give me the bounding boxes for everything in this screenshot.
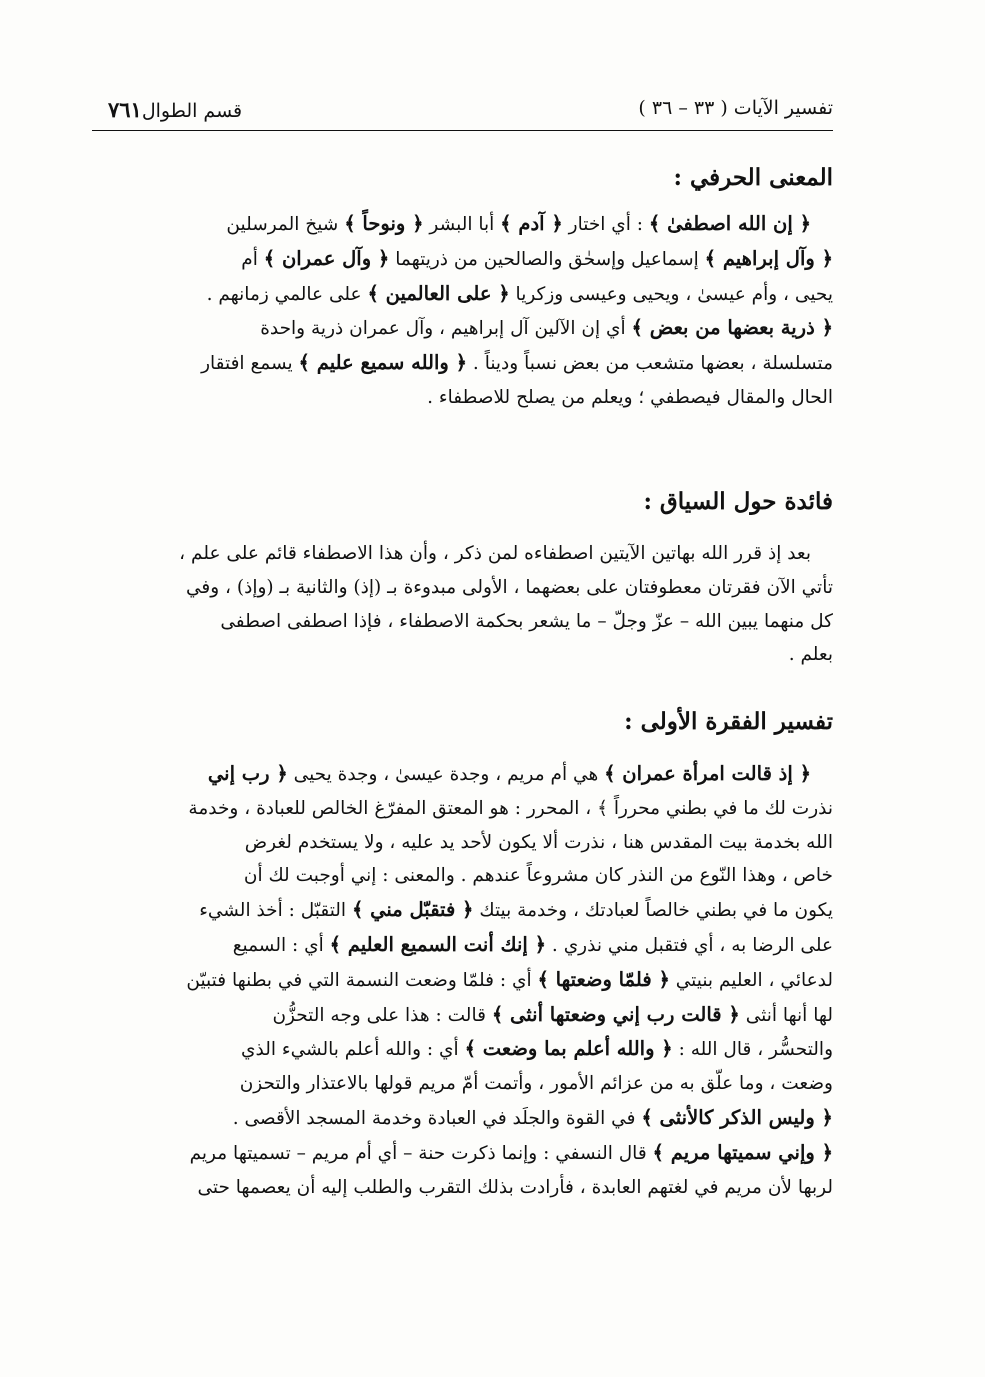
section-body-literal-meaning (92, 207, 833, 415)
text-line: ﴿ ذرية بعضها من بعض ﴾ أي إن الآلين آل إبراهيم ، وآل عمران ذرية واحدة (260, 316, 833, 340)
text-line: بعد إذ قرر الله بهاتين الآيتين اصطفاءه لمن ذكر ، وأن هذا الاصطفاء قائم على علم ، (179, 543, 811, 564)
running-header (92, 97, 833, 133)
header-rule (92, 130, 833, 131)
text-line: كل منهما يبين الله – عزّ وجلّ – ما يشعر بحكمة الاصطفاء ، فإذا اصطفى اصطفى (220, 610, 833, 632)
quran-quote: ﴿ آدم ﴾ (500, 212, 563, 235)
quran-quote: ﴿ على العالمين ﴾ (367, 281, 510, 305)
section-body-first-passage (92, 757, 833, 1204)
text-line: ﴿ وليس الذكر كالأنثى ﴾ في القوة والجلَد في العبادة وخدمة المسجد الأقصى . (232, 1105, 833, 1129)
header-section: قسم الطوال (141, 100, 243, 122)
section-heading-context-note: فائدة حول السياق : (643, 488, 833, 515)
quran-quote: ﴿ والله أعلم بما وضعت ﴾ (464, 1037, 673, 1061)
header-section-and-page (92, 97, 242, 122)
text-line: الحال والمقال فيصطفي ؛ ويعلم من يصلح للاصطفاء . (427, 386, 833, 408)
text-line: ﴿ وآل إبراهيم ﴾ إسماعيل وإسحٰق والصالحين من ذريتهما ﴿ وآل عمران ﴾ أم (241, 246, 833, 270)
text-line: نذرت لك ما في بطني محرراً ﴾ ، المحرر : هو المعتق المفرّغ الخالص للعبادة ، وخدمة (188, 797, 833, 819)
header-title: تفسير الآيات ( ٣٣ – ٣٦ ) (638, 97, 833, 119)
text-line: ﴿ وإني سميتها مريم ﴾ قال النسفي : وإنما ذكرت حنة – أي أم مريم – تسميتها مريم (189, 1140, 833, 1164)
quran-quote: ﴿ فتقبّل مني ﴾ (351, 898, 474, 922)
text-line: الله بخدمة بيت المقدس هنا ، نذرت ألا يكون لأحد يد عليه ، ولا يستخدم لغرض (244, 831, 833, 853)
text-line: ﴿ إن الله اصطفىٰ ﴾ : أي اختار ﴿ آدم ﴾ أبا البشر ﴿ ونوحاً ﴾ شيخ المرسلين (226, 212, 811, 235)
quran-quote: ﴿ رب إني (207, 762, 288, 785)
page-number: ٧٦١ (108, 97, 142, 122)
text-line: على الرضا به ، أي فتقبل مني نذري . ﴿ إنك أنت السميع العليم ﴾ أي : السميع (232, 932, 833, 956)
text-line: تأتي الآن فقرتان معطوفتان على بعضهما ، الأولى مبدوءة بـ (إذ) والثانية بـ (وإذ) ، وفي (185, 576, 833, 598)
section-heading-literal-meaning: المعنى الحرفي : (673, 164, 833, 191)
quran-quote: ﴿ قالت رب إني وضعتها أنثى ﴾ (491, 1002, 740, 1026)
quran-quote: ﴿ ونوحاً ﴾ (344, 212, 424, 235)
quran-quote: ﴿ وإني سميتها مريم ﴾ (652, 1140, 833, 1164)
text-line: بعلم . (788, 644, 833, 666)
text-line: يكون ما في بطني خالصاً لعبادتك ، وخدمة بيتك ﴿ فتقبّل مني ﴾ التقبّل : أخذ الشيء (199, 898, 833, 922)
quran-quote: ﴿ إذ قالت امرأة عمران ﴾ (604, 762, 811, 785)
quran-quote: ﴿ فلمّا وضعتها ﴾ (537, 967, 670, 991)
quran-quote: ﴿ ذرية بعضها من بعض ﴾ (631, 316, 833, 340)
quran-quote: ﴿ وآل إبراهيم ﴾ (704, 246, 833, 270)
text-line: لها أنها أنثى ﴿ قالت رب إني وضعتها أنثى ﴾ قالت : هذا على وجه التحزُّن (272, 1002, 833, 1026)
text-line: متسلسلة ، بعضها متشعب من بعض نسباً وديناً . ﴿ والله سميع عليم ﴾ يسمع افتقار (201, 351, 833, 375)
section-body-context-note (92, 537, 833, 672)
text-line: وضعت ، وما علّق به من عزائم الأمور ، وأتمت أمّ مريم قولها بالاعتذار والتحزن (239, 1073, 833, 1095)
text-line: والتحسُّر ، قال الله : ﴿ والله أعلم بما وضعت ﴾ أي : والله أعلم بالشيء الذي (241, 1037, 833, 1061)
text-line: خاص ، وهذا النّوع من النذر كان مشروعاً عندهم . والمعنى : إني أوجبت لك أن (243, 865, 833, 887)
text-line: ﴿ إذ قالت امرأة عمران ﴾ هي أم مريم ، وجدة عيسىٰ ، وجدة يحيى ﴿ رب إني (207, 762, 811, 785)
quran-quote: ﴿ إنك أنت السميع العليم ﴾ (329, 932, 547, 956)
section-heading-first-passage: تفسير الفقرة الأولى : (624, 708, 833, 735)
text-line: لدعائي ، العليم بنيتي ﴿ فلمّا وضعتها ﴾ أي : فلمّا وضعت النسمة التي في بطنها فتبيّن (186, 967, 833, 991)
quran-quote: ﴿ إن الله اصطفىٰ ﴾ (648, 212, 811, 235)
quran-quote: ﴿ وليس الذكر كالأنثى ﴾ (641, 1105, 833, 1129)
text-line: يحيى ، وأم عيسىٰ ، ويحيى وعيسى وزكريا ﴿ على العالمين ﴾ على عالمي زمانهم . (206, 281, 833, 305)
text-line: لربها لأن مريم في لغتهم العابدة ، فأرادت بذلك التقرب والطلب إليه أن يعصمها حتى (197, 1176, 833, 1198)
quran-quote: ﴿ وآل عمران ﴾ (263, 246, 390, 270)
quran-quote: ﴿ والله سميع عليم ﴾ (298, 351, 468, 375)
